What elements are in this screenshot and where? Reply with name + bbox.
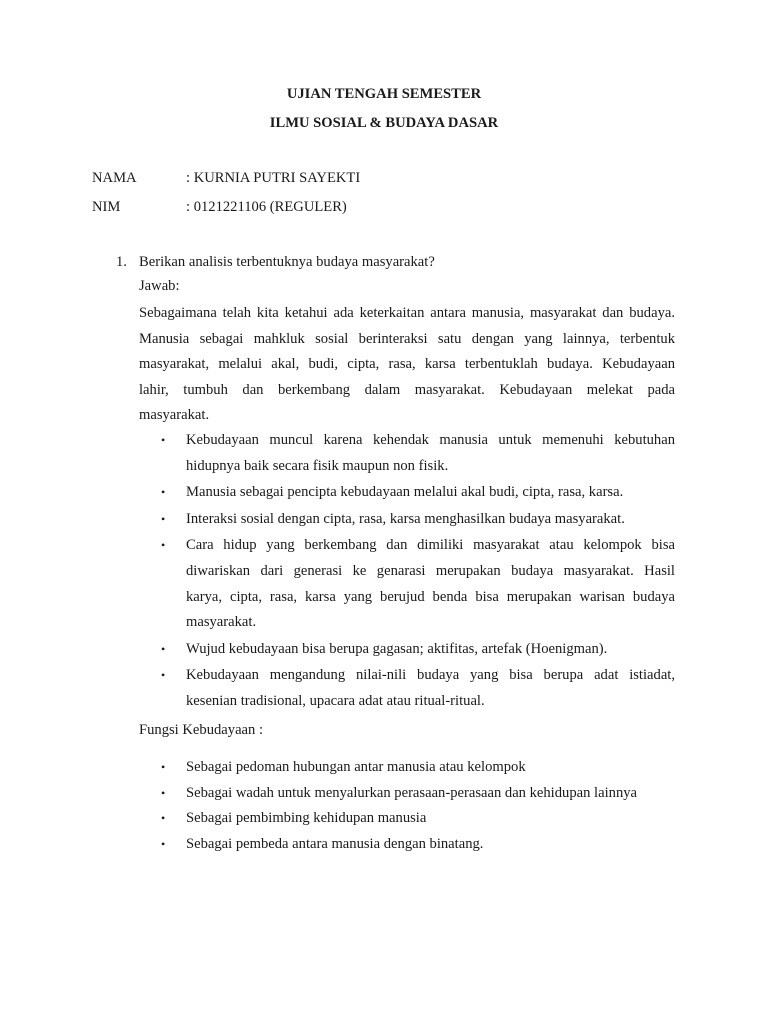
fungsi-bullet-list [139,755,675,857]
bullet-line: diwariskan dari generasi ke genarasi merupakan budaya masyarakat. Hasil [186,562,675,579]
bullet-line: Sebagai pembimbing kehidupan manusia [186,810,427,827]
paragraph-line: masyarakat, melalui akal, budi, cipta, rasa, karsa terbentuklah budaya. Kebudayaan [139,356,675,373]
analysis-bullet-list [139,428,675,716]
paragraph-line: Sebagaimana telah kita ketahui ada keterkaitan antara manusia, masyarakat dan budaya. [139,305,675,321]
list-item [139,637,675,663]
answer-paragraph [139,301,675,429]
question-text: Berikan analisis terbentuknya budaya masyarakat? [139,254,435,270]
bullet-icon: • [161,760,166,774]
list-item [139,428,675,479]
fungsi-heading: Fungsi Kebudayaan : [139,722,264,738]
paragraph-line: lahir, tumbuh dan berkembang dalam masyarakat. Kebudayaan melekat pada [139,381,675,398]
bullet-icon: • [161,836,166,851]
bullet-icon: • [161,485,166,500]
list-item [139,533,675,635]
bullet-line: karya, cipta, rasa, karsa yang berujud benda bisa merupakan warisan budaya [186,588,675,605]
nim-value: : 0121221106 (REGULER) [186,199,347,215]
list-item [139,781,675,807]
name-label: NAMA [92,170,137,186]
bullet-line: Kebudayaan mengandung nilai-nili budaya yang bisa berupa adat istiadat, [186,667,675,684]
paragraph-line: masyarakat. [139,407,210,424]
name-value: : KURNIA PUTRI SAYEKTI [186,170,361,186]
list-item [139,480,675,506]
list-item [139,755,675,781]
question-number: 1. [116,254,127,270]
list-item [139,832,675,858]
list-item [139,806,675,832]
bullet-icon: • [161,668,166,683]
bullet-icon: • [161,511,166,526]
answer-label: Jawab: [139,278,180,294]
bullet-line: masyarakat. [186,614,257,631]
bullet-icon: • [161,811,166,826]
bullet-line: Sebagai pedoman hubungan antar manusia atau kelompok [186,759,526,775]
bullet-line: Sebagai wadah untuk menyalurkan perasaan-perasaan dan kehidupan lainnya [186,784,638,801]
nim-label: NIM [92,199,121,215]
bullet-line: Sebagai pembeda antara manusia dengan binatang. [186,835,484,852]
paragraph-line: Manusia sebagai mahkluk sosial berinteraksi satu dengan yang lainnya, terbentuk [139,330,675,347]
bullet-icon: • [161,433,166,447]
bullet-icon: • [161,785,166,800]
bullet-line: Wujud kebudayaan bisa berupa gagasan; aktifitas, artefak (Hoenigman). [186,640,608,657]
bullet-icon: • [161,641,166,656]
bullet-line: Cara hidup yang berkembang dan dimiliki masyarakat atau kelompok bisa [186,537,675,554]
bullet-icon: • [161,538,166,553]
list-item [139,663,675,714]
bullet-line: kesenian tradisional, upacara adat atau ritual-ritual. [186,692,485,709]
bullet-line: hidupnya baik secara fisik maupun non fisik. [186,457,449,474]
bullet-line: Manusia sebagai pencipta kebudayaan melalui akal budi, cipta, rasa, karsa. [186,484,624,501]
document-subtitle: ILMU SOSIAL & BUDAYA DASAR [269,115,499,131]
bullet-line: Interaksi sosial dengan cipta, rasa, karsa menghasilkan budaya masyarakat. [186,510,625,527]
list-item [139,507,675,533]
document-title: UJIAN TENGAH SEMESTER [286,86,482,102]
bullet-line: Kebudayaan muncul karena kehendak manusia untuk memenuhi kebutuhan [186,432,675,448]
